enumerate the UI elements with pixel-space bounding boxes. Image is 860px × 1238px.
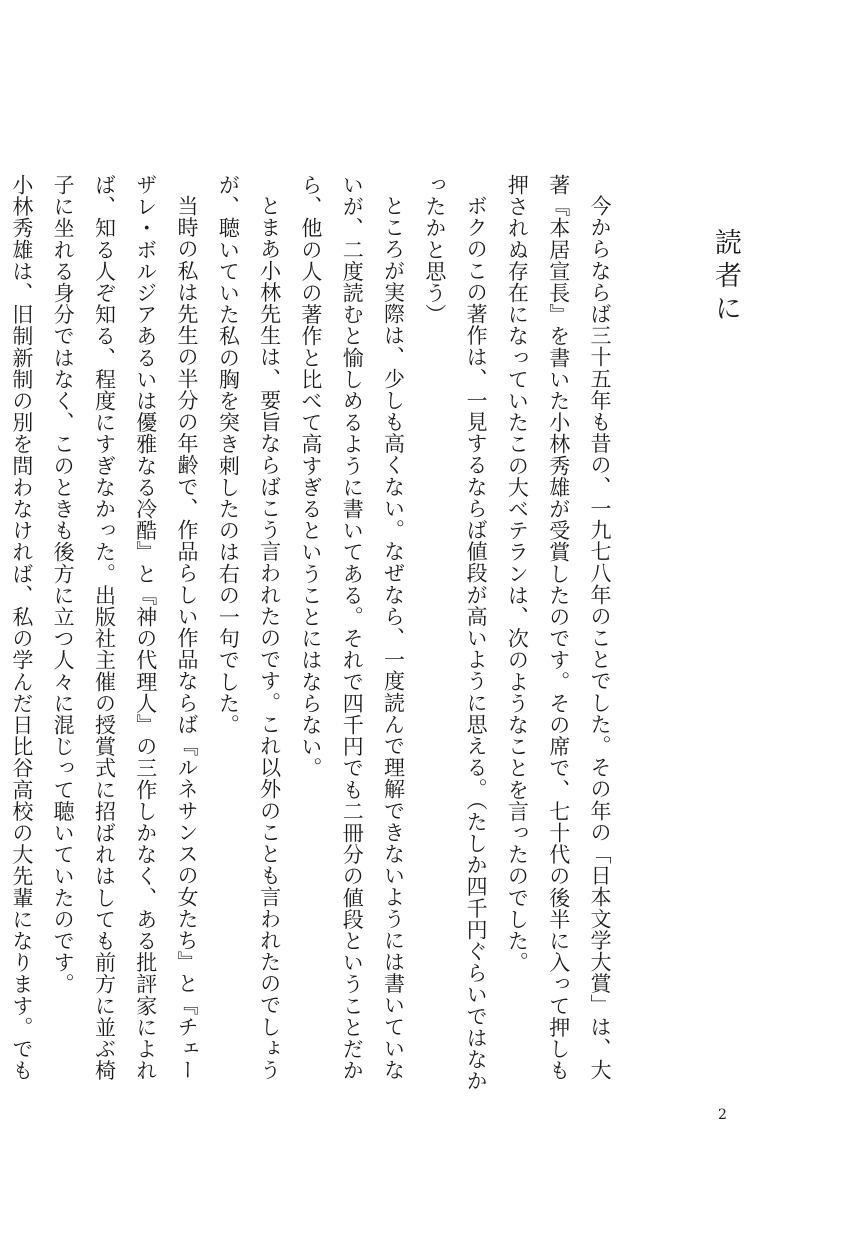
paragraph-2: ボクのこの著作は、一見するならば値段が高いように思える。（たしか四千円ぐらいではなかったかと思う） bbox=[422, 174, 489, 1092]
paragraph-3: ところが実際は、少しも高くない。なぜなら、一度読んで理解できないようには書いていないが、二度読むと愉しめるように書いてある。それで四千円でも二冊分の値段ということだから、他の人の著作と比べて高すぎるということにはならない。 bbox=[298, 174, 406, 1082]
page-number: 2 bbox=[718, 1107, 727, 1123]
paragraph-5: 当時の私は先生の半分の年齢で、作品らしい作品ならば『ルネサンスの女たち』と『チェーザレ・ボルジアあるいは優雅なる冷酷』と『神の代理人』の三作しかなく、ある批評家によれば、知る人ぞ知る、程度にすぎなかった。出版社主催の授賞式に招ばれはしても前方に並ぶ椅子に坐れる身分ではなく、このときも後方に立つ人々に混じって聴いていたのです。 bbox=[51, 174, 200, 1082]
paragraph-4: とまあ小林先生は、要旨ならばこう言われたのです。これ以外のことも言われたのでしょうが、聴いていた私の胸を突き刺したのは右の一句でした。 bbox=[216, 174, 282, 1081]
chapter-title: 読者に bbox=[710, 228, 741, 327]
body-text bbox=[9, 174, 620, 1096]
paragraph-1: 今からならば三十五年も昔の、一九七八年のことでした。その年の「日本文学大賞」は、大著『本居宣長』を書いた小林秀雄が受賞したのです。その席で、七十代の後半に入って押しも押されぬ存在になっていたこの大ベテランは、次のようなことを言ったのでした。 bbox=[505, 174, 612, 1082]
paragraph-6: 小林秀雄は、旧制新制の別を問わなければ、私の学んだ日比谷高校の大先輩になります。でも bbox=[9, 174, 34, 1082]
